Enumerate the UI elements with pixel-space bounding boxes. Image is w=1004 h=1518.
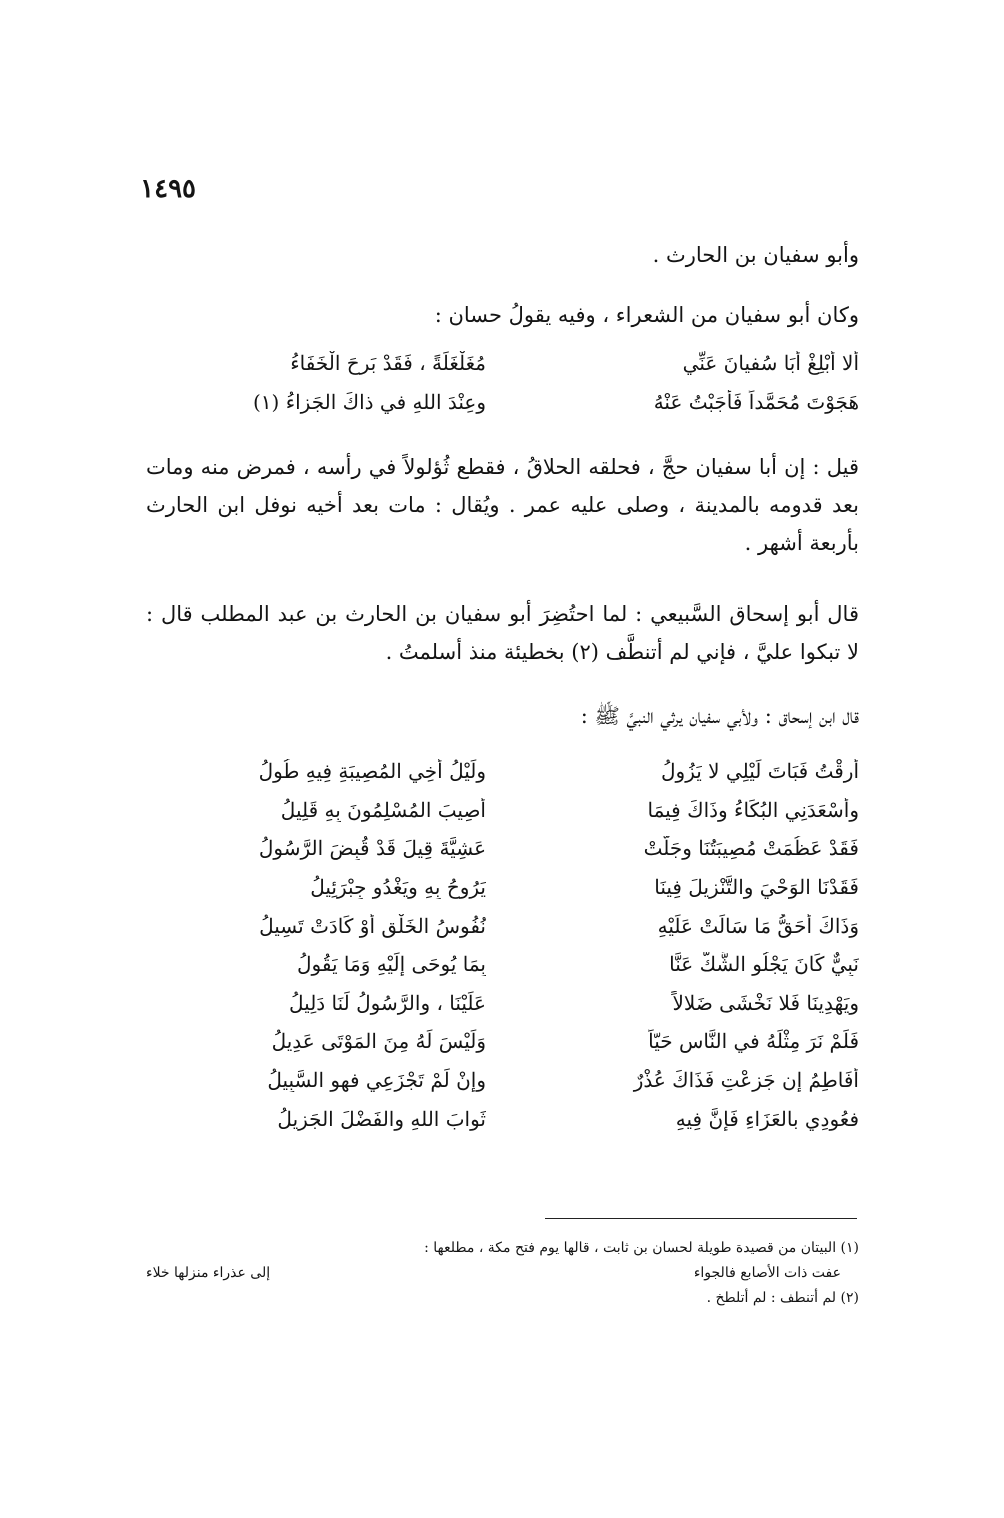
- poem-verse: [146, 752, 859, 791]
- verse-second-hemistich: نُفُوسُ الخَلْقِ أوْ كَادَتْ تَسِيلُ: [259, 913, 486, 938]
- paragraph-elegy-intro: قال ابن إسحاق : ولأبي سفيان يرثي النبيَّ ﷺ :: [580, 704, 859, 728]
- verse-first-hemistich: فَقَدْنَا الوَحْيَ والتَّنْزِيلَ فِينَا: [654, 875, 859, 900]
- footnote-1-verse: [146, 1261, 859, 1286]
- poem-verse: [146, 344, 859, 383]
- footnote-verse-first: عفت ذات الأصابع فالجواء: [693, 1265, 841, 1281]
- poem-elegy: [146, 752, 859, 1138]
- paragraph-abu-sufyan: وأبو سفيان بن الحارث .: [652, 243, 859, 267]
- verse-second-hemistich: مُغَلْغَلَةً ، فَقَدْ بَرِحَ الْخَفَاءُ: [290, 351, 486, 376]
- verse-second-hemistich: وإنْ لَمْ تَجْزَعِي فهو السَّبِيلُ: [267, 1068, 486, 1093]
- footnote-1: (١) البيتان من قصيدة طويلة لحسان بن ثابت ، قالها يوم فتح مكة ، مطلعها :: [424, 1240, 859, 1256]
- verse-first-hemistich: فَلَمْ نَرَ مِثْلَهُ في النَّاسِ حَيّاً: [648, 1029, 859, 1054]
- verse-second-hemistich: وَلَيْسَ لَهُ مِنَ المَوْتَى عَدِيلُ: [271, 1029, 486, 1054]
- verse-second-hemistich: ولَيْلُ أخِي المُصِيبَةِ فِيهِ طُولُ: [258, 759, 486, 784]
- verse-second-hemistich: أُصِيبَ المُسْلِمُونَ بِهِ قَلِيلُ: [280, 797, 486, 822]
- footnote-verse-second: إلى عذراء منزلها خلاء: [146, 1265, 271, 1281]
- verse-first-hemistich: فعُودِي بالعَزَاءِ فَإنَّ فِيهِ: [675, 1106, 859, 1131]
- verse-first-hemistich: وَذَاكَ أحَقُّ مَا سَالَتْ عَلَيْهِ: [657, 913, 859, 938]
- poem-verse: [146, 1022, 859, 1061]
- footnotes: [146, 1236, 859, 1311]
- verse-second-hemistich: عَلَيْنَا ، والرَّسُولُ لَنَا دَلِيلُ: [289, 990, 486, 1015]
- verse-first-hemistich: ألا أبْلِغْ أبَا سُفيانَ عَنِّي: [682, 351, 859, 376]
- footnote-divider: [545, 1218, 857, 1219]
- verse-second-hemistich: وعِنْدَ اللهِ في ذاكَ الجَزاءُ (١): [252, 389, 486, 414]
- verse-second-hemistich: بِمَا يُوحَى إلَيْهِ وَمَا يَقُولُ: [296, 952, 486, 977]
- paragraph-sabii-quote: قال أبو إسحاق السَّبيعي : لما احتُضِرَ أبو سفيان بن الحارث بن عبد المطلب قال : لا تبكوا عليَّ ، فإني لم أتنطَّف (٢) بخطيئة منذ أسلمتُ .: [146, 602, 859, 664]
- poem-verse: [146, 1061, 859, 1100]
- verse-first-hemistich: أفَاطِمُ إن جَزِعْتِ فَذَاكَ عُذْرٌ: [633, 1068, 859, 1093]
- poem-verse: [146, 829, 859, 868]
- verse-second-hemistich: عَشِيَّةَ قِيلَ قَدْ قُبِضَ الرَّسُولُ: [258, 836, 486, 861]
- verse-first-hemistich: هَجَوْتَ مُحَمَّداً فَأجَبْتُ عَنْهُ: [653, 389, 859, 414]
- poem-verse: [146, 868, 859, 907]
- page-number: ١٤٩٥: [140, 174, 196, 204]
- verse-first-hemistich: فَقَدْ عَظُمَتْ مُصِيبَتُنَا وجَلَّتْ: [643, 836, 859, 861]
- poem-verse: [146, 984, 859, 1023]
- verse-first-hemistich: أرِقْتُ فَبَاتَ لَيْلِي لا يَزُولُ: [661, 759, 859, 784]
- verse-first-hemistich: وأسْعَدَنِي البُكَاءُ وذَاكَ فِيمَا: [647, 797, 859, 822]
- verse-second-hemistich: يَرُوحُ بِهِ ويَغْدُو جِبْرَئِيلُ: [310, 875, 486, 900]
- poem-verse: [146, 1099, 859, 1138]
- paragraph-death-account: قيل : إن أبا سفيان حجَّ ، فحلقه الحلاقُ ، فقطع ثُؤلولاً في رأسه ، فمرض منه ومات بعد قدومه بالمدينة ، وصلى عليه عمر . ويُقال : مات بعد أخيه نوفل ابن الحارث بأربعة أشهر .: [146, 455, 859, 555]
- poem-verse: [146, 791, 859, 830]
- verse-second-hemistich: ثَوابَ اللهِ والفَضْلَ الجَزِيلُ: [277, 1106, 486, 1131]
- poem-verse: [146, 383, 859, 422]
- poem-verse: [146, 906, 859, 945]
- verse-first-hemistich: نَبِيٌّ كَانَ يَجْلُو الشَّكَّ عَنَّا: [669, 952, 859, 977]
- poem-verse: [146, 945, 859, 984]
- footnote-2: (٢) لم أتنطف : لم أتلطخ .: [706, 1290, 859, 1306]
- verse-first-hemistich: ويَهْدِينَا فَلا نَخْشَى ضَلالاً: [672, 990, 859, 1015]
- paragraph-hassan-intro: وكان أبو سفيان من الشعراء ، وفيه يقولُ حسان :: [434, 303, 859, 327]
- poem-hassan: [146, 344, 859, 421]
